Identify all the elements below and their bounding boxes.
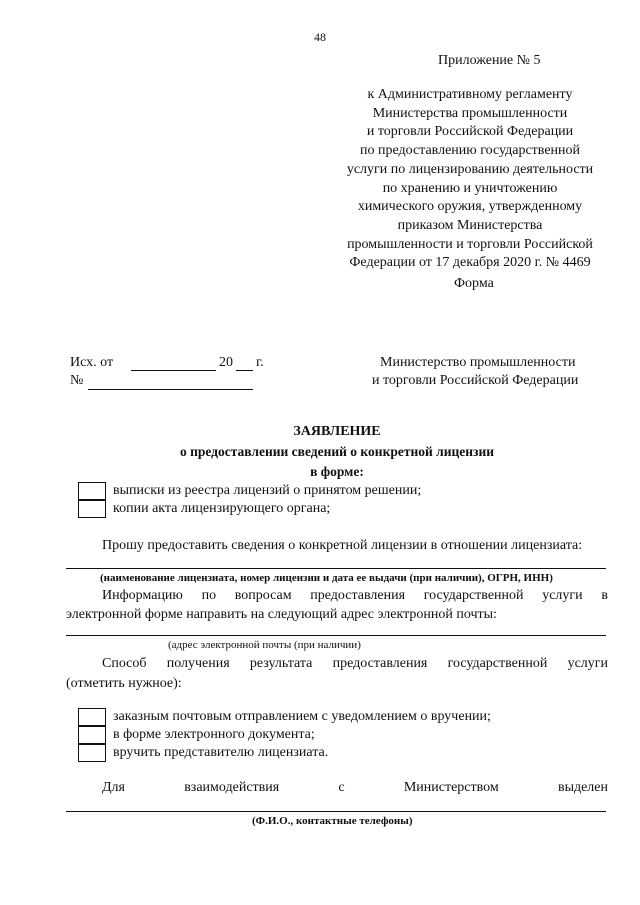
- request-text: Прошу предоставить сведения о конкретной лицензии в отношении лицензиата:: [102, 538, 583, 553]
- outgoing-number-field[interactable]: [88, 389, 253, 390]
- checkbox-electronic[interactable]: [78, 726, 106, 744]
- appendix-line: химического оружия, утвержденному: [357, 199, 583, 215]
- outgoing-number-label: №: [70, 373, 84, 388]
- outgoing-year-field[interactable]: [236, 370, 253, 371]
- method-word: Способ: [102, 656, 147, 671]
- appendix-line: Федерации от 17 декабря 2020 г. № 4469: [349, 255, 591, 271]
- email-field[interactable]: [66, 635, 606, 636]
- interaction-word: взаимодействия: [184, 780, 280, 795]
- appendix-line: приказом Министерства: [397, 217, 543, 233]
- licensee-field[interactable]: [66, 568, 606, 569]
- info-word: Информацию: [102, 588, 183, 603]
- info-word: услуги: [542, 588, 583, 603]
- appendix-line: по предоставлению государственной: [359, 143, 581, 159]
- info-line-1: [102, 588, 608, 604]
- appendix-line: и торговли Российской Федерации: [366, 124, 574, 140]
- appendix-line: к Административному регламенту: [367, 87, 573, 102]
- addressee-line2: и торговли Российской Федерации: [372, 373, 579, 388]
- option-electronic-label: в форме электронного документа;: [113, 727, 315, 742]
- appendix-line: промышленности и торговли Российской: [347, 236, 593, 252]
- method-word: услуги: [567, 656, 608, 671]
- addressee-line1: Министерство промышленности: [380, 355, 576, 370]
- option-act-copy-label: копии акта лицензирующего органа;: [113, 501, 331, 516]
- method-word: государственной: [447, 656, 548, 671]
- appendix-line: услуги по лицензированию деятельности: [346, 161, 594, 177]
- interaction-word: с: [338, 780, 345, 795]
- contact-field[interactable]: [66, 811, 606, 812]
- option-representative-label: вручить представителю лицензиата.: [113, 745, 329, 760]
- contact-caption: (Ф.И.О., контактные телефоны): [252, 815, 413, 827]
- email-caption: (адрес электронной почты (при наличии): [168, 639, 361, 651]
- form-label: Форма: [454, 276, 494, 291]
- checkbox-representative[interactable]: [78, 744, 106, 762]
- interaction-word: Министерством: [403, 780, 499, 795]
- checkbox-mail[interactable]: [78, 708, 106, 726]
- outgoing-ref-label: Исх. от: [70, 355, 114, 370]
- interaction-word: Для: [102, 780, 125, 795]
- info-word: государственной: [423, 588, 524, 603]
- statement-subtitle: о предоставлении сведений о конкретной лицензии: [179, 444, 495, 459]
- method-line-1: [102, 656, 608, 672]
- appendix-line: Министерства промышленности: [372, 105, 568, 121]
- statement-form-in: в форме:: [310, 464, 364, 479]
- outgoing-year-suffix: г.: [256, 355, 264, 370]
- licensee-caption: (наименование лицензиата, номер лицензии и дата ее выдачи (при наличии), ОГРН, ИНН): [100, 572, 553, 584]
- method-word: получения: [166, 656, 230, 671]
- page-number: 48: [314, 30, 326, 44]
- outgoing-year-label: 20: [219, 355, 233, 370]
- info-word: предоставления: [310, 588, 406, 603]
- option-mail-label: заказным почтовым отправлением с уведомлением о вручении;: [113, 709, 491, 724]
- info-word: вопросам: [234, 588, 292, 603]
- interaction-word: выделен: [557, 780, 608, 795]
- outgoing-date-field[interactable]: [131, 370, 216, 371]
- method-word: результата: [249, 656, 313, 671]
- option-extract-label: выписки из реестра лицензий о принятом решении;: [113, 483, 422, 498]
- method-word: предоставления: [332, 656, 428, 671]
- info-line-2: электронной форме направить на следующий адрес электронной почты:: [66, 607, 497, 622]
- checkbox-extract[interactable]: [78, 482, 106, 500]
- interaction-line: [102, 780, 608, 796]
- method-line-2: (отметить нужное):: [66, 676, 182, 691]
- appendix-title: Приложение № 5: [438, 53, 541, 68]
- info-word: по: [201, 588, 217, 603]
- checkbox-act-copy[interactable]: [78, 500, 106, 518]
- info-word: в: [601, 588, 608, 603]
- statement-title: ЗАЯВЛЕНИЕ: [293, 424, 381, 439]
- appendix-block: [330, 86, 610, 273]
- appendix-line: по хранению и уничтожению: [382, 180, 558, 196]
